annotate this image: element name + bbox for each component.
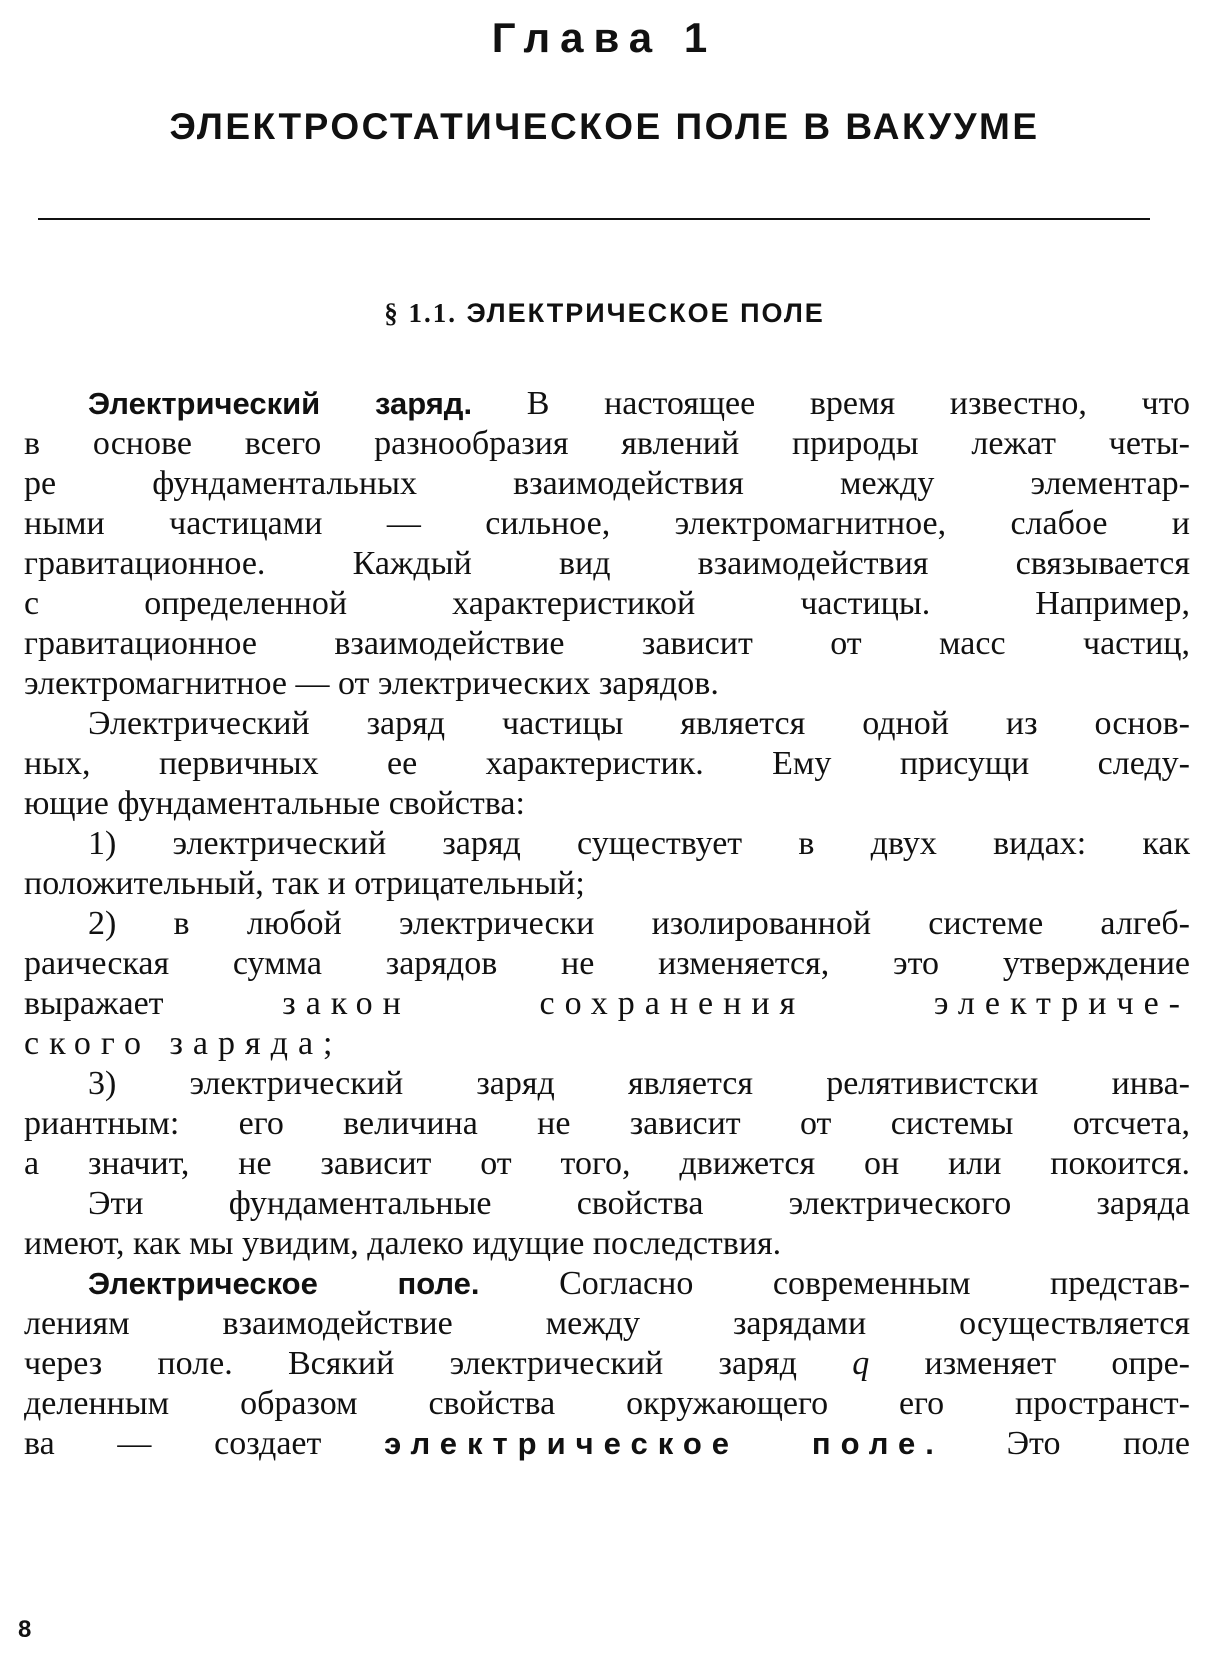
body-text: [24, 384, 1190, 1464]
text-line: ющие фундаментальные свойства:: [24, 785, 525, 822]
text-run: изменяет опре-: [869, 1345, 1190, 1382]
text-line: а значит, не зависит от того, движется он или покоится.: [24, 1145, 1190, 1182]
emphasized-term: закон сохранения электриче-: [282, 985, 1190, 1022]
text-run: Это поле: [943, 1425, 1190, 1462]
text-run: через поле. Всякий электрический заряд: [24, 1345, 853, 1382]
chapter-label: Глава 1: [491, 14, 718, 61]
text-line: гравитационное взаимодействие зависит от масс частиц,: [24, 625, 1190, 662]
text-line: [24, 384, 1190, 424]
text-line: ре фундаментальных взаимодействия между элементар-: [24, 465, 1190, 502]
text-line: Электрический заряд частицы является одной из основ-: [88, 705, 1190, 742]
emphasized-term: ского заряда: [24, 1025, 324, 1062]
text-line: в основе всего разнообразия явлений природы лежат четы-: [24, 425, 1190, 462]
text-line: гравитационное. Каждый вид взаимодействия связывается: [24, 545, 1190, 582]
term-electric-charge: Электрический заряд.: [88, 386, 473, 421]
charge-variable: q: [852, 1345, 870, 1382]
text-line: лениям взаимодействие между зарядами осуществляется: [24, 1305, 1190, 1342]
page-number: 8: [18, 1616, 32, 1643]
text-line: [24, 1024, 1190, 1064]
term-electric-field: Электрическое поле.: [88, 1266, 480, 1301]
text-line: ными частицами — сильное, электромагнитное, слабое и: [24, 505, 1190, 542]
text-run: Согласно современным представ-: [479, 1265, 1190, 1302]
section-title: ЭЛЕКТРИЧЕСКОЕ ПОЛЕ: [466, 298, 825, 328]
text-line: положительный, так и отрицательный;: [24, 865, 585, 902]
text-line: с определенной характеристикой частицы. Например,: [24, 585, 1190, 622]
text-run: ;: [323, 1025, 333, 1062]
text-line: 1) электрический заряд существует в двух видах: как: [88, 825, 1190, 862]
text-line: имеют, как мы увидим, далеко идущие последствия.: [24, 1225, 782, 1262]
text-line: Эти фундаментальные свойства электрического заряда: [88, 1185, 1190, 1222]
text-line: риантным: его величина не зависит от системы отсчета,: [24, 1105, 1190, 1142]
text-line: электромагнитное — от электрических зарядов.: [24, 665, 719, 702]
emphasized-term: электрическое поле.: [384, 1426, 944, 1461]
chapter-title: ЭЛЕКТРОСТАТИЧЕСКОЕ ПОЛЕ В ВАКУУМЕ: [169, 106, 1040, 147]
text-line: раическая сумма зарядов не изменяется, это утверждение: [24, 945, 1190, 982]
text-line: [24, 984, 1190, 1024]
text-line: 2) в любой электрически изолированной системе алгеб-: [88, 905, 1190, 942]
text-line: деленным образом свойства окружающего его пространст-: [24, 1385, 1190, 1422]
text-run: выражает: [24, 985, 283, 1022]
text-run: В настоящее время известно, что: [472, 385, 1190, 422]
section-heading: [0, 298, 1209, 329]
section-number: § 1.1.: [384, 298, 457, 328]
text-line: [24, 1424, 1190, 1464]
divider-rule: [38, 218, 1150, 220]
text-line: 3) электрический заряд является релятивистски инва-: [88, 1065, 1190, 1102]
text-line: ных, первичных ее характеристик. Ему присущи следу-: [24, 745, 1190, 782]
text-line: [24, 1264, 1190, 1304]
text-line: [24, 1344, 1190, 1384]
text-run: ва — создает: [24, 1425, 385, 1462]
